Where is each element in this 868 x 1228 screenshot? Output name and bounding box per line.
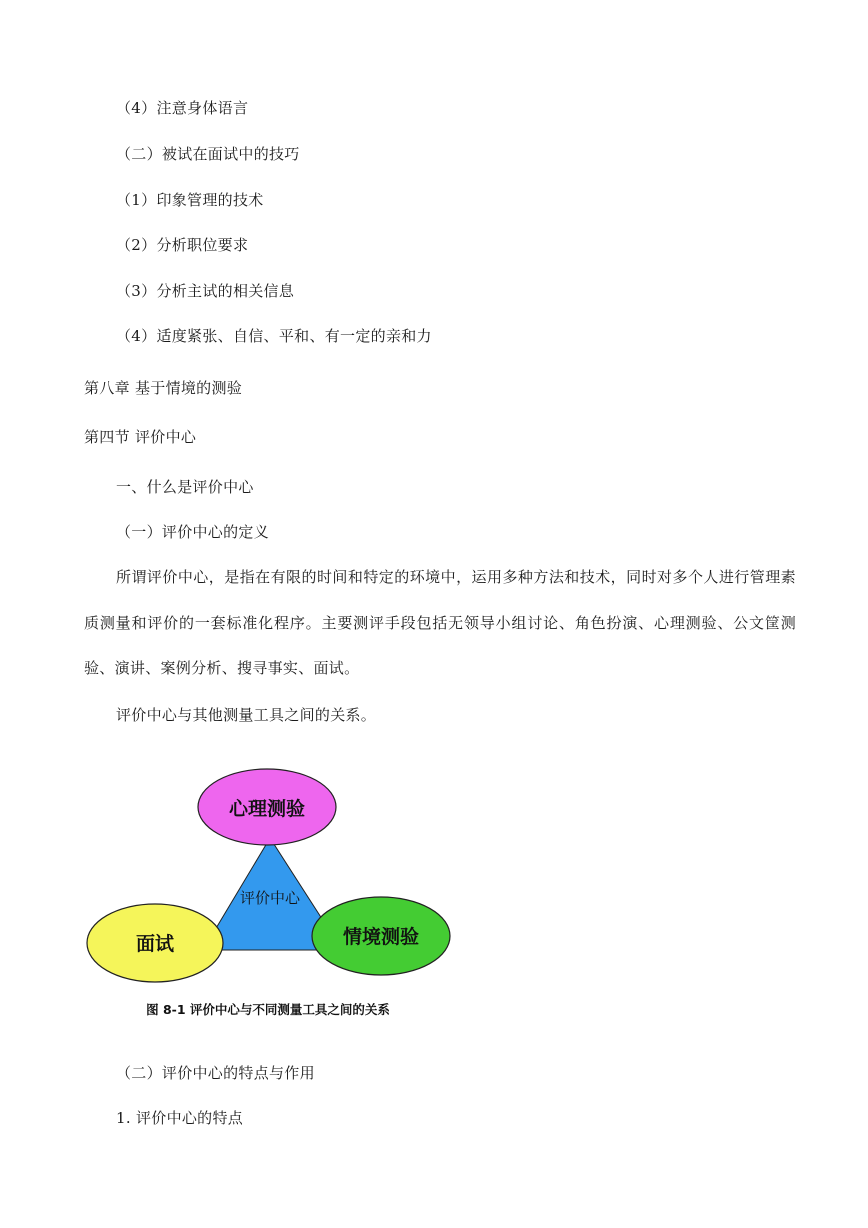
list-item-body-language: （4）注意身体语言 (116, 99, 249, 117)
right-node-label: 情境测验 (342, 926, 420, 948)
relation-figure (80, 762, 460, 1027)
list-item-impression-management: （1）印象管理的技术 (116, 191, 264, 209)
subheading-features: 1. 评价中心的特点 (116, 1109, 244, 1127)
definition-paragraph: 所谓评价中心，是指在有限的时间和特定的环境中，运用多种方法和技术，同时对多个人进行管理素质测量和评价的一套标准化程序。主要测评手段包括无领导小组讨论、角色扮演、心理测验、公文筐测验、演讲、案例分析、搜寻事实、面试。 (84, 568, 796, 677)
list-item-moderate-tension: （4）适度紧张、自信、平和、有一定的亲和力 (116, 327, 432, 345)
heading-what-is-assessment-center: 一、什么是评价中心 (116, 478, 254, 496)
relation-diagram (80, 762, 460, 1027)
section-title: 第四节 评价中心 (84, 428, 197, 446)
subheading-features-and-roles: （二）评价中心的特点与作用 (116, 1064, 315, 1082)
left-node-label: 面试 (135, 933, 175, 955)
list-item-analyze-job: （2）分析职位要求 (116, 236, 249, 254)
center-node-label: 评价中心 (239, 889, 301, 907)
figure-caption: 图 8-1 评价中心与不同测量工具之间的关系 (146, 1002, 390, 1017)
chapter-title: 第八章 基于情境的测验 (84, 379, 243, 397)
subheading-interviewee-skills: （二）被试在面试中的技巧 (116, 145, 300, 163)
relation-intro: 评价中心与其他测量工具之间的关系。 (116, 706, 377, 724)
subheading-definition: （一）评价中心的定义 (116, 523, 270, 541)
top-node-label: 心理测验 (228, 798, 306, 820)
list-item-analyze-interviewer: （3）分析主试的相关信息 (116, 282, 295, 300)
